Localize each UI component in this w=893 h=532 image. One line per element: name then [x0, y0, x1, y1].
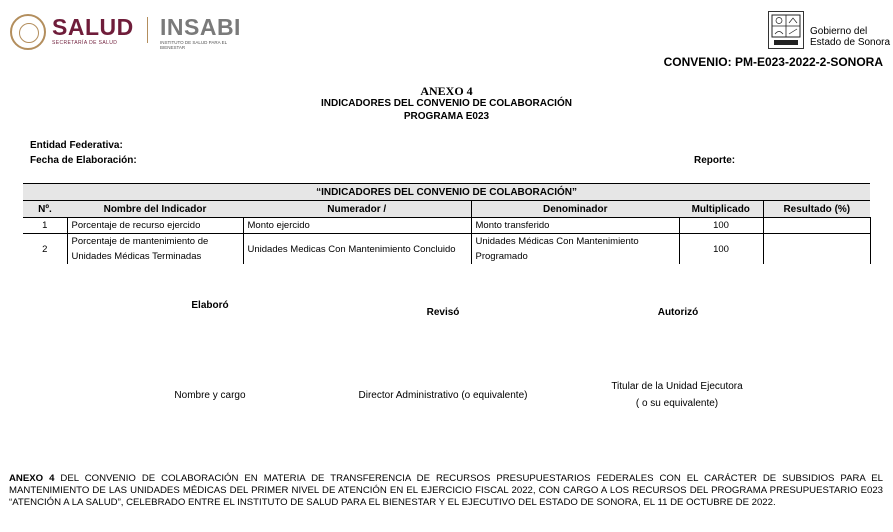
cell-numerador: Unidades Medicas Con Mantenimiento Concluido — [243, 234, 471, 265]
logo-divider — [147, 17, 148, 43]
cell-multiplicado: 100 — [679, 218, 763, 234]
table-title: “INDICADORES DEL CONVENIO DE COLABORACIÓN” — [23, 184, 870, 201]
fecha-label: Fecha de Elaboración: — [30, 155, 137, 166]
gobierno-line2: Estado de Sonora — [810, 37, 891, 48]
sonora-shield-icon — [768, 11, 804, 49]
reviso-label: Revisó — [426, 307, 460, 318]
mexico-seal-icon — [10, 14, 46, 50]
cell-numerador: Monto ejercido — [243, 218, 471, 234]
table-row — [23, 234, 870, 265]
convenio-number: CONVENIO: PM-E023-2022-2-SONORA — [663, 55, 883, 69]
reviso-name: Director Administrativo (o equivalente) — [358, 390, 528, 401]
header-no: Nº. — [23, 201, 67, 218]
program-title: PROGRAMA E023 — [403, 111, 490, 122]
cell-denominador: Monto transferido — [471, 218, 679, 234]
header-numerador: Numerador / — [243, 201, 471, 218]
insabi-logo: INSABI — [160, 14, 241, 40]
salud-logo-subtitle: SECRETARÍA DE SALUD — [52, 40, 118, 46]
entidad-label: Entidad Federativa: — [30, 140, 123, 151]
header-nombre: Nombre del Indicador — [67, 201, 243, 218]
annex-title: ANEXO 4 — [420, 84, 473, 98]
gobierno-line1: Gobierno del — [810, 26, 868, 37]
cell-no: 1 — [23, 218, 67, 234]
header-denominador: Denominador — [471, 201, 679, 218]
cell-no: 2 — [42, 243, 48, 255]
insabi-logo-subtitle: INSTITUTO DE SALUD PARA EL BIENESTAR — [160, 40, 227, 50]
cell-nombre: Porcentaje de mantenimiento de Unidades Médicas Terminadas — [67, 234, 243, 265]
autorizo-label: Autorizó — [657, 307, 699, 318]
salud-logo: SALUD — [52, 14, 134, 40]
table-row — [23, 218, 870, 234]
cell-resultado — [763, 234, 870, 265]
cell-nombre: Porcentaje de recurso ejercido — [67, 218, 243, 234]
elaboro-label: Elaboró — [191, 300, 229, 311]
document-title: INDICADORES DEL CONVENIO DE COLABORACIÓN — [321, 98, 572, 109]
autorizo-name-line1: Titular de la Unidad Ejecutora — [611, 381, 743, 392]
elaboro-name: Nombre y cargo — [174, 390, 246, 401]
header-multiplicado: Multiplicado — [679, 201, 763, 218]
cell-multiplicado: 100 — [679, 234, 763, 265]
footer-text: DEL CONVENIO DE COLABORACIÓN EN MATERIA DE TRANSFERENCIA DE RECURSOS PRESUPUESTARIOS FEDERALES CON EL CARÁCTER DE SUBSIDIOS PARA EL MANTENIMIENTO DE LAS UNIDADES MÉDICAS DEL PRIMER NIVEL DE ATENCIÓN EN EL EJERCICIO FISCAL 2022, CON CARGO A LOS RECURSOS DEL PROGRAMA PRESUPUESTARIO E023 “ATENCIÓN A LA SALUD”, CELEBRADO ENTRE EL INSTITUTO DE SALUD PARA EL BIENESTAR Y EL EJECUTIVO DEL ESTADO DE SONORA, EL 11 DE OCTUBRE DE 2022. — [9, 473, 883, 508]
table-header-row — [23, 201, 870, 218]
reporte-label: Reporte: — [694, 155, 736, 166]
footer-paragraph — [9, 473, 883, 509]
cell-resultado — [763, 218, 870, 234]
autorizo-name-line2: ( o su equivalente) — [635, 398, 719, 409]
header-resultado: Resultado (%) — [763, 201, 870, 218]
cell-denominador: Unidades Médicas Con Mantenimiento Programado — [471, 234, 679, 265]
footer-bold: ANEXO 4 — [9, 473, 55, 484]
indicators-table — [23, 183, 871, 264]
